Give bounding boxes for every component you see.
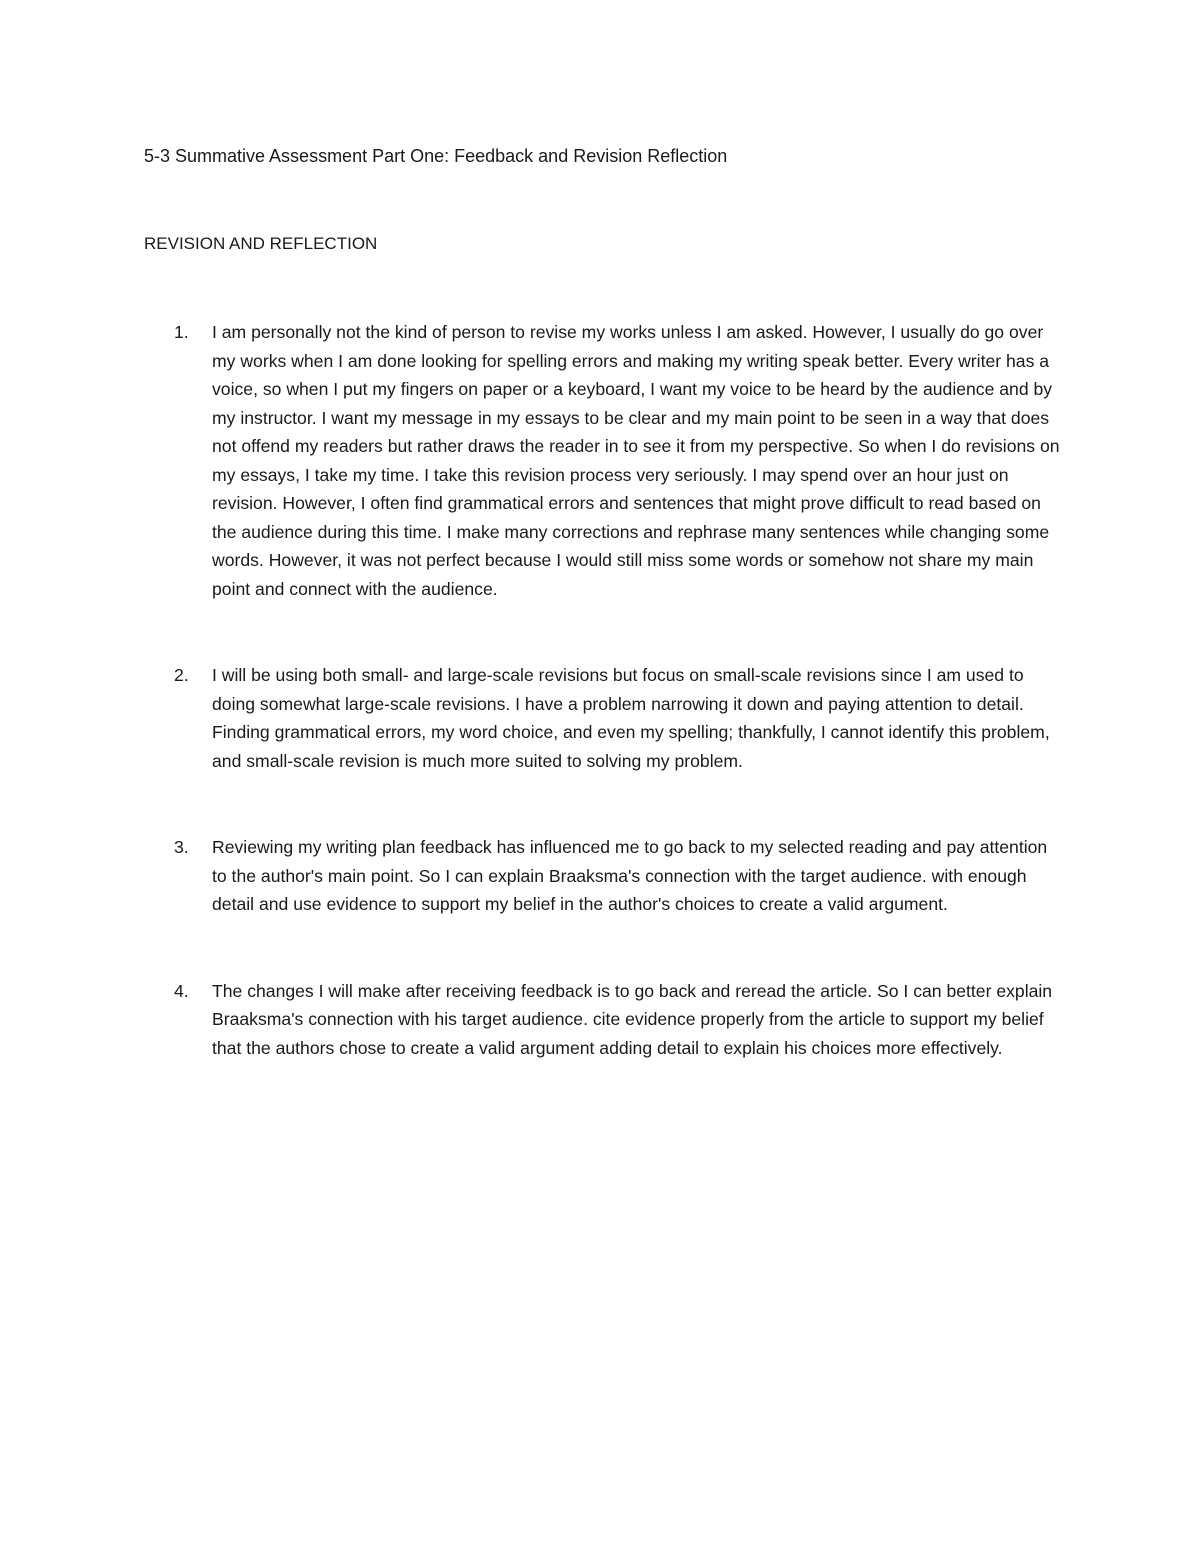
answer-list xyxy=(144,318,1066,1062)
answer-text: I will be using both small- and large-scale revisions but focus on small-scale revisions since I am used to doing somewhat large-scale revisions. I have a problem narrowing it down and paying attention to detail. Finding grammatical errors, my word choice, and even my spelling; thankfully, I cannot identify this problem, and small-scale revision is much more suited to solving my problem. xyxy=(212,665,1050,771)
answer-text: The changes I will make after receiving feedback is to go back and reread the article. So I can better explain Braaksma's connection with his target audience. cite evidence properly from the article to support my belief that the authors chose to create a valid argument adding detail to explain his choices more effectively. xyxy=(212,980,1053,1058)
answer-number: 2. xyxy=(174,665,189,685)
answer-item-3 xyxy=(144,833,1066,919)
answer-item-2 xyxy=(144,661,1066,775)
answer-text: I am personally not the kind of person to revise my works unless I am asked. However, I usually do go over my works when I am done looking for spelling errors and making my writing speak better. Every writer has a voice, so when I put my fingers on paper or a keyboard, I want my voice to be heard by the audience and by my instructor. I want my message in my essays to be clear and my main point to be seen in a way that does not offend my readers but rather draws the reader in to see it from my perspective. So when I do revisions on my essays, I take my time. I take this revision process very seriously. I may spend over an hour just on revision. However, I often find grammatical errors and sentences that might prove difficult to read based on the audience during this time. I make many corrections and rephrase many sentences while changing some words. However, it was not perfect because I would still miss some words or somehow not share my main point and connect with the audience. xyxy=(212,322,1060,599)
answer-item-1 xyxy=(144,318,1066,603)
answer-item-4 xyxy=(144,977,1066,1063)
section-heading: REVISION AND REFLECTION xyxy=(144,234,378,253)
answer-number: 4. xyxy=(174,980,189,1001)
answer-number: 3. xyxy=(174,837,189,857)
answer-number: 1. xyxy=(174,322,189,342)
answer-text: Reviewing my writing plan feedback has influenced me to go back to my selected reading and pay attention to the author's main point. So I can explain Braaksma's connection with the target audience. with enough detail and use evidence to support my belief in the author's choices to create a valid argument. xyxy=(212,837,1048,914)
document-title: 5-3 Summative Assessment Part One: Feedback and Revision Reflection xyxy=(144,146,728,166)
